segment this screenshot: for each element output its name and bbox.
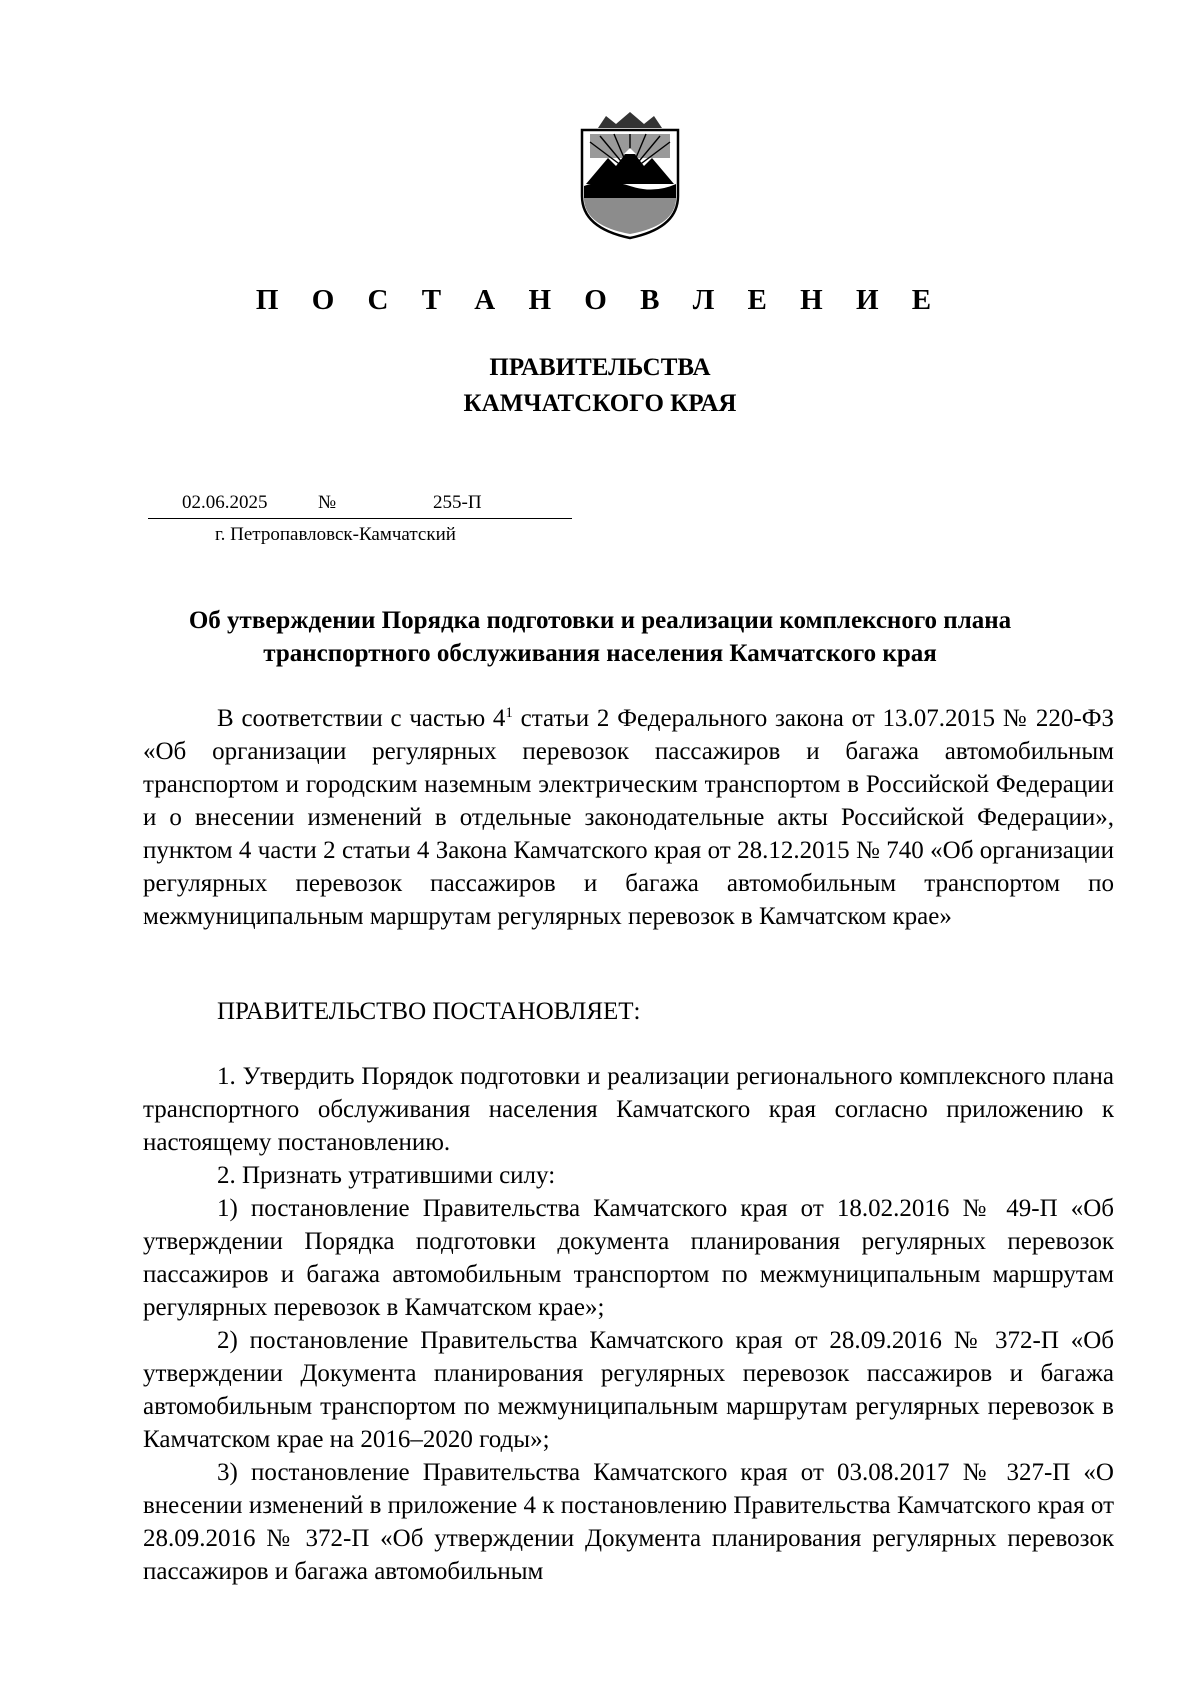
preamble-text-start: В соответствии с частью 4 bbox=[217, 705, 506, 732]
resolves-heading: ПРАВИТЕЛЬСТВО ПОСТАНОВЛЯЕТ: bbox=[217, 998, 641, 1025]
resolves-heading-block bbox=[143, 995, 1114, 1028]
document-subject bbox=[120, 604, 1080, 670]
list-item: 2) постановление Правительства Камчатского края от 28.09.2016 № 372-П «Об утверждении Документа планирования регулярных перевозок пассажиров и багажа автомобильным транспортом по межмуниципальным маршрутам регулярных перевозок в Камчатском крае на 2016–2020 годы»; bbox=[143, 1327, 1114, 1453]
authority-line-2: КАМЧАТСКОГО КРАЯ bbox=[463, 390, 737, 417]
list-item: 2. Признать утратившими силу: bbox=[217, 1162, 556, 1189]
subject-line-1: Об утверждении Порядка подготовки и реализации комплексного плана bbox=[188, 607, 1012, 634]
document-number: 255-П bbox=[433, 492, 482, 513]
subject-line-2: транспортного обслуживания населения Камчатского края bbox=[263, 640, 937, 667]
issuing-authority bbox=[0, 350, 1200, 422]
preamble-paragraph bbox=[143, 702, 1114, 933]
kamchatka-coat-of-arms-icon bbox=[576, 112, 684, 240]
list-item: 1) постановление Правительства Камчатского края от 18.02.2016 № 49-П «Об утверждении Порядка подготовки документа планирования регулярных перевозок пассажиров и багажа автомобильным транспортом по межмуниципальным маршрутам регулярных перевозок в Камчатском крае»; bbox=[143, 1195, 1114, 1321]
list-item: 3) постановление Правительства Камчатского края от 03.08.2017 № 327-П «О внесении изменений в приложение 4 к постановлению Правительства Камчатского края от 28.09.2016 № 372-П «Об утверждении Документа планирования регулярных перевозок пассажиров и багажа автомобильным bbox=[143, 1459, 1114, 1585]
preamble-superscript: 1 bbox=[505, 705, 513, 721]
preamble bbox=[143, 702, 1114, 933]
city-of-issue: г. Петропавловск-Камчатский bbox=[215, 524, 456, 545]
number-sign: № bbox=[318, 492, 337, 513]
date-number-line bbox=[148, 488, 572, 519]
preamble-text-rest: статьи 2 Федерального закона от 13.07.2015 № 220-ФЗ «Об организации регулярных перевозок пассажиров и багажа автомобильным транспортом и городским наземным электрическим транспортом в Российской Федерации и о внесении изменений в отдельные законодательные акты Российской Федерации», пунктом 4 части 2 статьи 4 Закона Камчатского края от 28.12.2015 № 740 «Об организации регулярных перевозок пассажиров и багажа автомобильным транспортом по межмуниципальным маршрутам регулярных перевозок в Камчатском крае» bbox=[143, 705, 1115, 930]
resolution-items bbox=[143, 1060, 1114, 1588]
document-date: 02.06.2025 bbox=[182, 492, 268, 513]
authority-line-1: ПРАВИТЕЛЬСТВА bbox=[489, 354, 711, 381]
list-item: 1. Утвердить Порядок подготовки и реализации регионального комплексного плана транспортного обслуживания населения Камчатского края согласно приложению к настоящему постановлению. bbox=[143, 1063, 1114, 1156]
document-type-title: П О С Т А Н О В Л Е Н И Е bbox=[255, 284, 945, 316]
